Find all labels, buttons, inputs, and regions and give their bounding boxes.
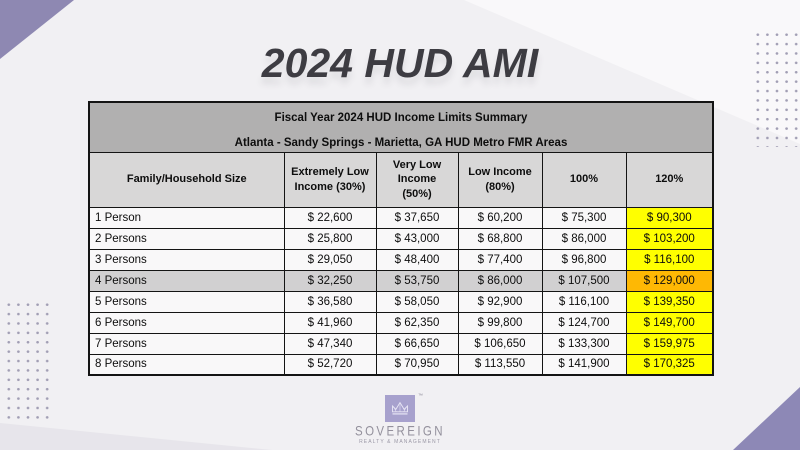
value-cell: $ 60,200 bbox=[458, 207, 542, 228]
col-header-very-low-income-50: Very Low Income (50%) bbox=[376, 152, 458, 207]
table-row-6-persons bbox=[89, 312, 713, 333]
value-cell: $ 86,000 bbox=[542, 228, 626, 249]
trademark-symbol: ™ bbox=[418, 393, 423, 399]
value-cell: $ 96,800 bbox=[542, 249, 626, 270]
table-title-line1: Fiscal Year 2024 HUD Income Limits Summary bbox=[274, 112, 528, 124]
row-label: 2 Persons bbox=[89, 228, 284, 249]
dot-grid-bottom-left bbox=[4, 300, 50, 419]
value-cell-120pct: $ 170,325 bbox=[626, 354, 713, 375]
value-cell: $ 124,700 bbox=[542, 312, 626, 333]
value-cell: $ 32,250 bbox=[284, 270, 376, 291]
value-cell: $ 141,900 bbox=[542, 354, 626, 375]
table-title-line2: Atlanta - Sandy Springs - Marietta, GA HUD Metro FMR Areas bbox=[234, 137, 568, 149]
col-header-100-percent: 100% bbox=[542, 152, 626, 207]
value-cell: $ 116,100 bbox=[542, 291, 626, 312]
value-cell: $ 133,300 bbox=[542, 333, 626, 354]
brand-tagline: REALTY & MANAGEMENT bbox=[359, 439, 441, 445]
value-cell: $ 86,000 bbox=[458, 270, 542, 291]
value-cell: $ 75,300 bbox=[542, 207, 626, 228]
table-title-cell bbox=[89, 102, 713, 152]
row-label: 3 Persons bbox=[89, 249, 284, 270]
value-cell-120pct: $ 139,350 bbox=[626, 291, 713, 312]
value-cell-120pct: $ 90,300 bbox=[626, 207, 713, 228]
value-cell: $ 77,400 bbox=[458, 249, 542, 270]
row-label: 6 Persons bbox=[89, 312, 284, 333]
value-cell: $ 29,050 bbox=[284, 249, 376, 270]
value-cell: $ 99,800 bbox=[458, 312, 542, 333]
sovereign-logo bbox=[330, 395, 470, 445]
value-cell: $ 66,650 bbox=[376, 333, 458, 354]
value-cell: $ 106,650 bbox=[458, 333, 542, 354]
value-cell: $ 53,750 bbox=[376, 270, 458, 291]
value-cell: $ 37,650 bbox=[376, 207, 458, 228]
income-limits-table-container bbox=[88, 101, 712, 376]
value-cell-120pct-highlighted: $ 129,000 bbox=[626, 270, 713, 291]
value-cell-120pct: $ 159,975 bbox=[626, 333, 713, 354]
row-label: 4 Persons bbox=[89, 270, 284, 291]
row-label: 1 Person bbox=[89, 207, 284, 228]
table-row-2-persons bbox=[89, 228, 713, 249]
value-cell: $ 113,550 bbox=[458, 354, 542, 375]
value-cell: $ 92,900 bbox=[458, 291, 542, 312]
page-title: 2024 HUD AMI bbox=[261, 40, 539, 86]
value-cell: $ 70,950 bbox=[376, 354, 458, 375]
value-cell: $ 43,000 bbox=[376, 228, 458, 249]
corner-triangle-bottom-right bbox=[733, 387, 800, 450]
brand-name: SOVEREIGN bbox=[355, 423, 445, 439]
value-cell: $ 41,960 bbox=[284, 312, 376, 333]
value-cell: $ 22,600 bbox=[284, 207, 376, 228]
value-cell-120pct: $ 116,100 bbox=[626, 249, 713, 270]
col-header-low-income-80: Low Income (80%) bbox=[458, 152, 542, 207]
table-row-4-persons-highlighted bbox=[89, 270, 713, 291]
table-row-8-persons bbox=[89, 354, 713, 375]
col-header-120-percent: 120% bbox=[626, 152, 713, 207]
crown-icon bbox=[390, 400, 410, 417]
row-label: 8 Persons bbox=[89, 354, 284, 375]
income-limits-table bbox=[88, 101, 714, 376]
col-header-family-household-size: Family/Household Size bbox=[89, 152, 284, 207]
value-cell: $ 47,340 bbox=[284, 333, 376, 354]
column-header-row bbox=[89, 152, 713, 207]
value-cell: $ 62,350 bbox=[376, 312, 458, 333]
value-cell-120pct: $ 149,700 bbox=[626, 312, 713, 333]
table-title-row bbox=[89, 102, 713, 152]
row-label: 5 Persons bbox=[89, 291, 284, 312]
value-cell: $ 52,720 bbox=[284, 354, 376, 375]
table-row-3-persons bbox=[89, 249, 713, 270]
value-cell: $ 36,580 bbox=[284, 291, 376, 312]
table-row-1-person bbox=[89, 207, 713, 228]
row-label: 7 Persons bbox=[89, 333, 284, 354]
table-row-7-persons bbox=[89, 333, 713, 354]
value-cell: $ 68,800 bbox=[458, 228, 542, 249]
value-cell: $ 25,800 bbox=[284, 228, 376, 249]
value-cell: $ 48,400 bbox=[376, 249, 458, 270]
value-cell-120pct: $ 103,200 bbox=[626, 228, 713, 249]
value-cell: $ 107,500 bbox=[542, 270, 626, 291]
logo-mark bbox=[385, 393, 423, 422]
col-header-extremely-low-income-30: Extremely Low Income (30%) bbox=[284, 152, 376, 207]
table-row-5-persons bbox=[89, 291, 713, 312]
value-cell: $ 58,050 bbox=[376, 291, 458, 312]
